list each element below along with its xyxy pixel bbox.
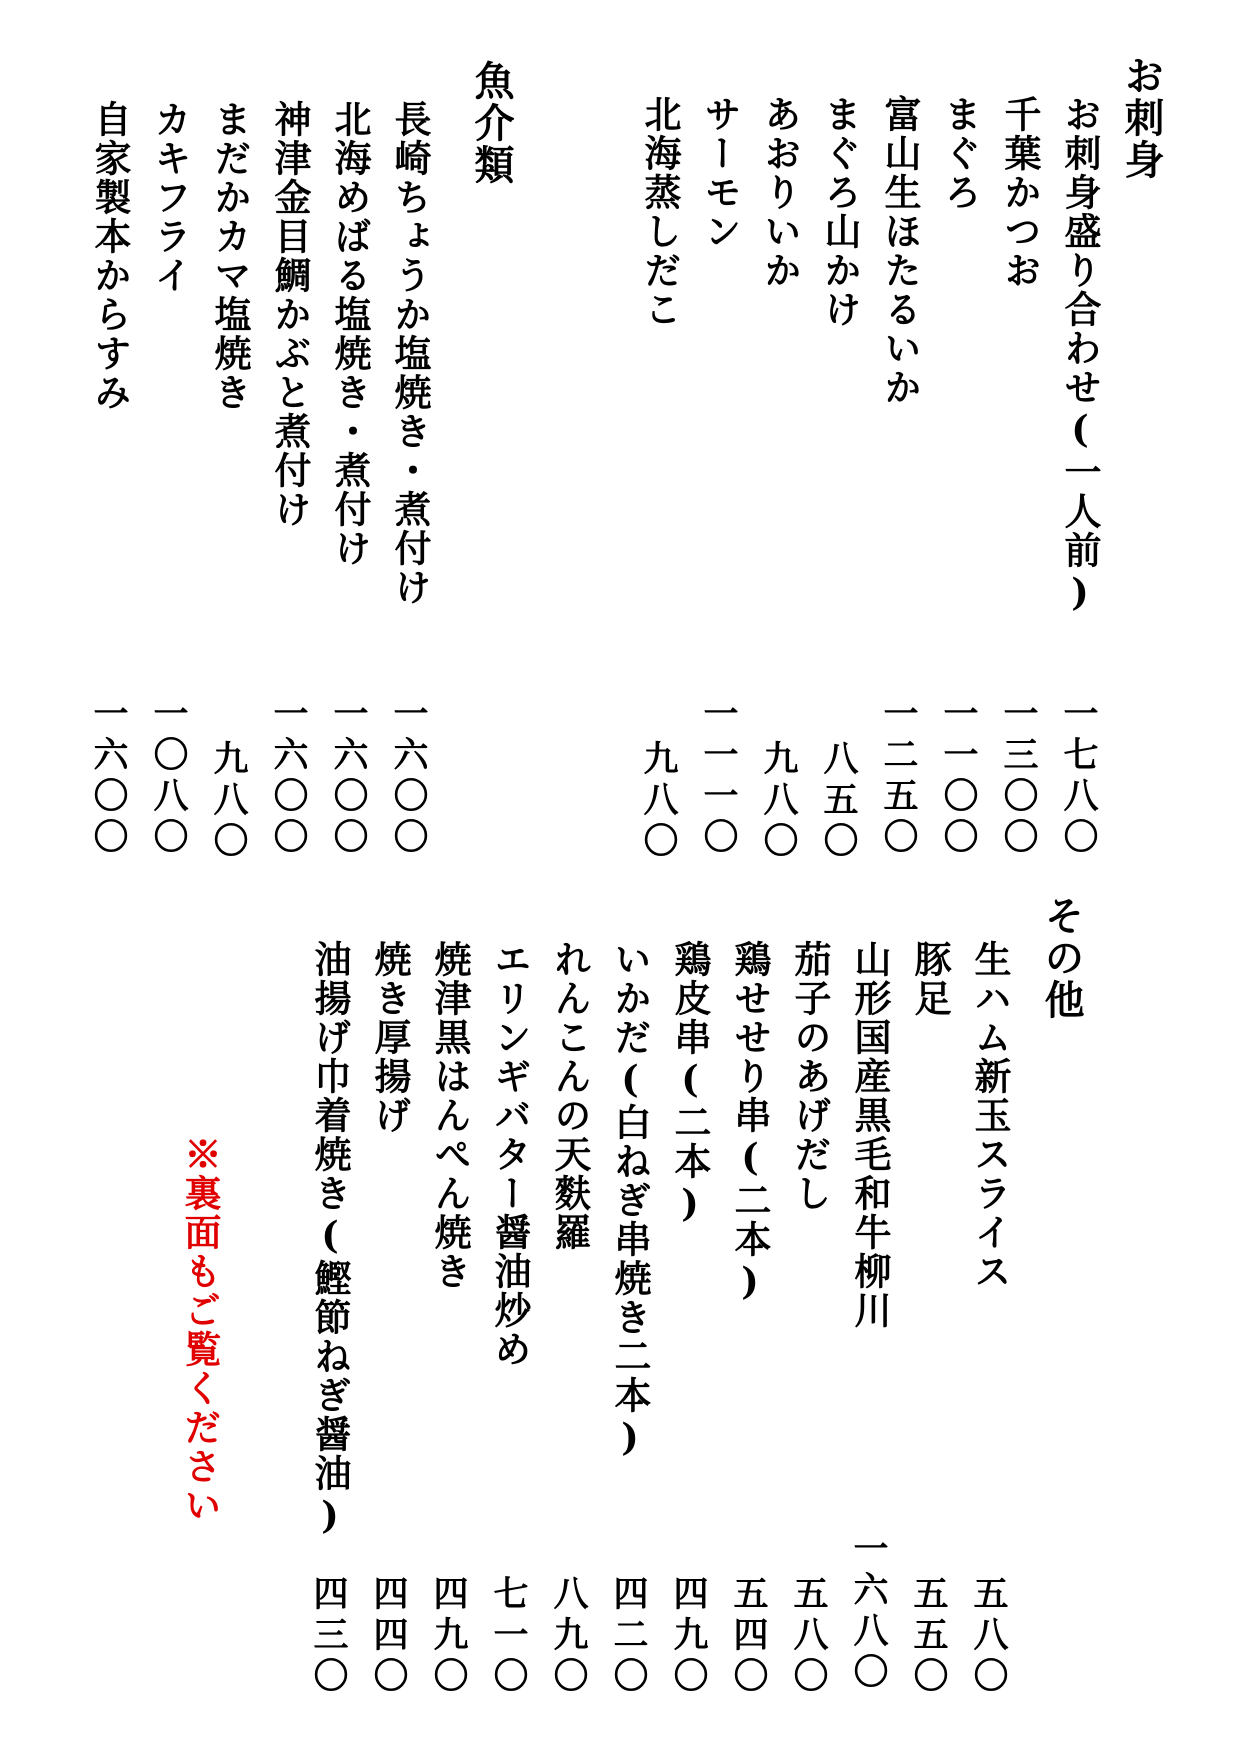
menu-item-price: 一一〇〇 [938,695,979,859]
menu-item-price: 九八〇 [758,740,799,863]
menu-item-name: 生ハム新玉スライス [968,940,1012,1291]
menu-item-name: 鶏せせり串(二本) [728,940,772,1305]
menu-item-name: 自家製本からすみ [88,100,132,412]
menu-item-price: 一六八〇 [848,1530,889,1694]
menu-item-price: 九八〇 [208,740,249,863]
menu-item-name: 北海蒸しだこ [638,95,682,329]
menu-item-name: まだかカマ塩焼き [208,100,252,412]
menu-item-name: サーモン [698,95,742,251]
menu-item-name: 富山生ほたるいか [878,95,922,407]
menu-item-name: 千葉かつお [998,95,1042,290]
menu-item-price: 四九〇 [428,1575,469,1698]
menu-item-price: 一六〇〇 [268,695,309,859]
menu-item-price: 七一〇 [488,1575,529,1698]
menu-item-price: 一六〇〇 [88,695,129,859]
menu-item-price: 一七八〇 [1058,695,1099,859]
menu-item-name: まぐろ [938,95,982,212]
menu-item-name: 長崎ちょうか塩焼き・煮付け [388,100,432,607]
menu-item-price: 一一一〇 [698,695,739,859]
menu-item-name: 鶏皮串(二本) [668,940,712,1227]
menu-item-price: 四三〇 [308,1575,349,1698]
menu-item-name: 焼き厚揚げ [368,940,412,1135]
menu-item-price: 八九〇 [548,1575,589,1698]
menu-item-price: 一三〇〇 [998,695,1039,859]
menu-item-name: 山形国産黒毛和牛柳川 [848,940,892,1330]
menu-item-price: 一六〇〇 [328,695,369,859]
menu-item-price: 五五〇 [908,1575,949,1698]
menu-item-price: 五八〇 [788,1575,829,1698]
menu-item-price: 八五〇 [818,740,859,863]
menu-item-name: 焼津黒はんぺん焼き [428,940,472,1291]
menu-item-name: あおりいか [758,95,802,290]
menu-item-name: エリンギバター醤油炒め [488,940,532,1369]
menu-item-name: 茄子のあげだし [788,940,832,1213]
menu-item-price: 四九〇 [668,1575,709,1698]
menu-item-price: 一六〇〇 [388,695,429,859]
menu-item-price: 九八〇 [638,740,679,863]
menu-item-price: 四二〇 [608,1575,649,1698]
menu-item-name: お刺身盛り合わせ(一人前) [1058,95,1102,616]
section-title-sashimi: お刺身 [1118,55,1165,181]
menu-item-name: まぐろ山かけ [818,95,862,329]
menu-item-price: 五八〇 [968,1575,1009,1698]
menu-item-name: カキフライ [148,100,192,295]
menu-item-price: 一〇八〇 [148,695,189,859]
menu-item-price: 四四〇 [368,1575,409,1698]
section-title-others: その他 [1038,895,1085,1021]
menu-item-name: 油揚げ巾着焼き(鰹節ねぎ醤油) [308,940,352,1539]
menu-item-name: 豚足 [908,940,952,1018]
menu-item-name: いかだ(白ねぎ串焼き二本) [608,940,652,1461]
menu-item-name: 神津金目鯛かぶと煮付け [268,100,312,529]
section-title-seafood: 魚介類 [468,60,515,186]
menu-item-name: れんこんの天麩羅 [548,940,592,1252]
back-side-note: ※裏面もご覧ください [178,1135,222,1525]
menu-item-price: 一二五〇 [878,695,919,859]
menu-item-name: 北海めばる塩焼き・煮付け [328,100,372,568]
menu-item-price: 五四〇 [728,1575,769,1698]
